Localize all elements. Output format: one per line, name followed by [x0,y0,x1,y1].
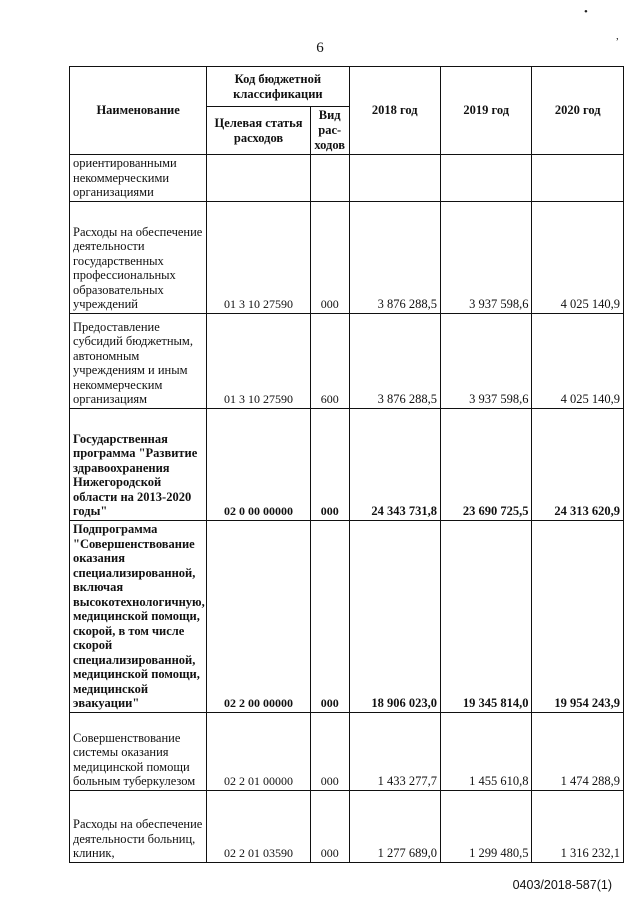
header-2018: 2018 год [349,67,440,155]
row-2018: 1 433 277,7 [349,712,440,790]
budget-table [69,66,624,863]
row-2018 [349,155,440,202]
row-2018: 24 343 731,8 [349,408,440,520]
row-2019: 19 345 814,0 [441,520,532,712]
row-code: 01 3 10 27590 [207,201,311,313]
table-row [70,790,624,862]
scan-speck: • [584,6,588,18]
scan-speck: , [616,30,619,42]
table-row [70,712,624,790]
row-code: 02 0 00 00000 [207,408,311,520]
header-code-group: Код бюджетной классификации [207,67,349,107]
row-2019: 1 299 480,5 [441,790,532,862]
row-2019: 1 455 610,8 [441,712,532,790]
row-name: Государственная программа "Развитие здравоохранения Нижегородской области на 2013-2020 годы" [70,408,207,520]
row-type: 000 [310,201,349,313]
row-2019 [441,155,532,202]
row-2019: 3 937 598,6 [441,313,532,408]
table-row [70,201,624,313]
row-type [310,155,349,202]
row-2020: 4 025 140,9 [532,313,624,408]
row-name: ориентированными некоммерческими организациями [70,155,207,202]
row-2020: 1 316 232,1 [532,790,624,862]
table-row [70,520,624,712]
row-2020 [532,155,624,202]
row-code: 02 2 01 03590 [207,790,311,862]
row-type: 000 [310,520,349,712]
row-2018: 18 906 023,0 [349,520,440,712]
page-number: 6 [316,40,324,56]
row-name: Расходы на обеспечение деятельности больниц, клиник, [70,790,207,862]
row-type: 000 [310,790,349,862]
row-2018: 3 876 288,5 [349,313,440,408]
row-2018: 3 876 288,5 [349,201,440,313]
row-2018: 1 277 689,0 [349,790,440,862]
table-row [70,313,624,408]
row-type: 000 [310,408,349,520]
document-id: 0403/2018-587(1) [512,878,612,892]
row-name: Предоставление субсидий бюджетным, автономным учреждениям и иным некоммерческим организациям [70,313,207,408]
row-2019: 3 937 598,6 [441,201,532,313]
header-type: Вид рас-ходов [310,107,349,155]
header-target: Целевая статья расходов [207,107,311,155]
row-2020: 24 313 620,9 [532,408,624,520]
row-2020: 4 025 140,9 [532,201,624,313]
row-type: 000 [310,712,349,790]
row-name: Подпрограмма "Совершенствование оказания специализированной, включая высокотехнологичную, медицинской помощи, скорой, в том числе скорой специализированной, медицинской помощи, медицинской эвакуации" [70,520,207,712]
row-type: 600 [310,313,349,408]
table-row [70,408,624,520]
row-2019: 23 690 725,5 [441,408,532,520]
row-2020: 1 474 288,9 [532,712,624,790]
row-2020: 19 954 243,9 [532,520,624,712]
row-code [207,155,311,202]
header-2020: 2020 год [532,67,624,155]
row-code: 02 2 00 00000 [207,520,311,712]
header-2019: 2019 год [441,67,532,155]
header-name: Наименование [70,67,207,155]
row-name: Совершенствование системы оказания медицинской помощи больным туберкулезом [70,712,207,790]
row-code: 02 2 01 00000 [207,712,311,790]
table-row [70,155,624,202]
row-code: 01 3 10 27590 [207,313,311,408]
row-name: Расходы на обеспечение деятельности государственных профессиональных образовательных учреждений [70,201,207,313]
